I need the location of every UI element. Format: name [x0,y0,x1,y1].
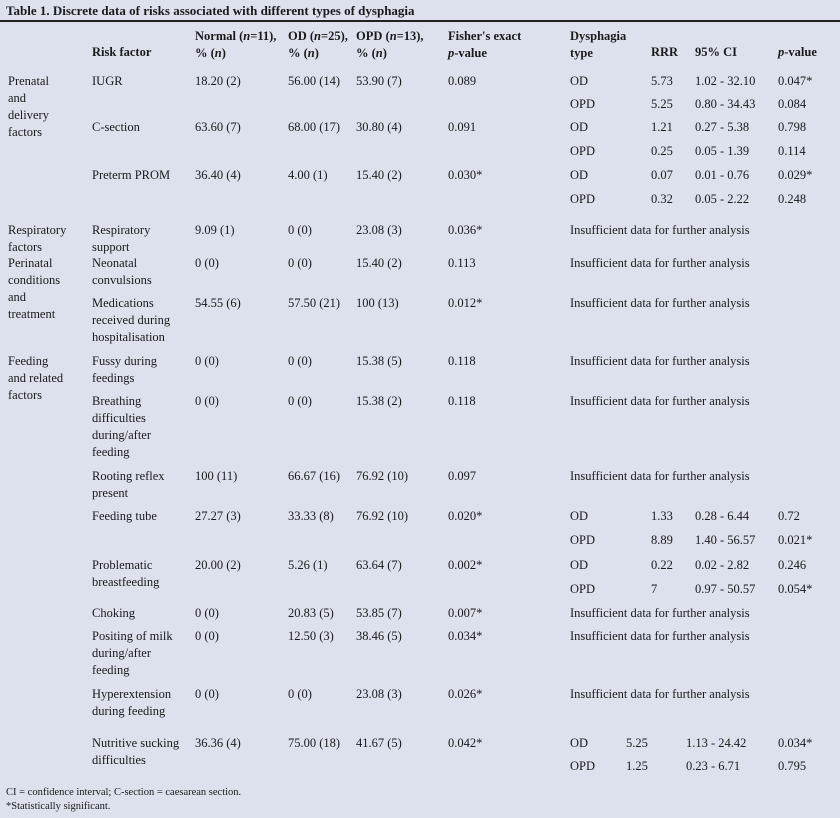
od-value: 12.50 (3) [288,629,334,643]
dysphagia-type: OD [570,558,589,572]
fisher-p-value: 0.036* [448,223,483,237]
od-value: 66.67 (16) [288,469,341,483]
insufficient-data-note: Insufficient data for further analysis [570,256,750,270]
normal-value: 100 (11) [195,469,238,483]
od-value: 68.00 (17) [288,120,341,134]
opd-value: 30.80 (4) [356,120,402,134]
p-value: 0.034* [778,736,813,750]
risk-factor-name: Rooting reflex present [92,469,165,500]
od-value: 0 (0) [288,223,312,237]
opd-value: 23.08 (3) [356,223,402,237]
dysphagia-type: OD [570,168,589,182]
p-value: 0.021* [778,533,813,547]
header-normal: Normal (n=11), % (n) [195,29,277,60]
normal-value: 63.60 (7) [195,120,241,134]
fisher-p-value: 0.089 [448,74,477,88]
fisher-p-value: 0.012* [448,296,483,310]
opd-value: 23.08 (3) [356,687,402,701]
ci-value: 1.13 - 24.42 [686,736,747,750]
group-label: Perinatal conditions and treatment [8,256,61,321]
opd-value: 76.92 (10) [356,469,409,483]
ci-value: 0.05 - 1.39 [695,144,750,158]
top-rule [0,20,840,22]
risk-factor-name: Preterm PROM [92,168,171,182]
dysphagia-type: OPD [570,533,596,547]
opd-value: 53.85 (7) [356,606,402,620]
p-value: 0.798 [778,120,807,134]
od-value: 57.50 (21) [288,296,341,310]
fisher-p-value: 0.097 [448,469,477,483]
rrr-value: 5.25 [651,97,673,111]
fisher-p-value: 0.042* [448,736,483,750]
fisher-p-value: 0.007* [448,606,483,620]
rrr-value: 1.33 [651,509,673,523]
normal-value: 0 (0) [195,687,219,701]
risk-factor-name: Choking [92,606,136,620]
p-value: 0.114 [778,144,806,158]
rrr-value: 0.32 [651,192,673,206]
od-value: 5.26 (1) [288,558,328,572]
ci-value: 0.02 - 2.82 [695,558,750,572]
opd-value: 15.38 (2) [356,394,402,408]
normal-value: 36.36 (4) [195,736,241,750]
normal-value: 0 (0) [195,629,219,643]
risk-factor-name: Neonatal convulsions [92,256,152,287]
p-value: 0.795 [778,759,807,773]
p-value: 0.047* [778,74,813,88]
opd-value: 15.40 (2) [356,168,402,182]
group-label: Feeding and related factors [8,354,64,402]
dysphagia-type: OD [570,736,589,750]
header-od: OD (n=25), % (n) [288,29,348,60]
risk-factor-name: Nutritive sucking difficulties [92,736,180,767]
ci-value: 0.97 - 50.57 [695,582,756,596]
p-value: 0.246 [778,558,807,572]
dysphagia-type: OPD [570,97,596,111]
fisher-p-value: 0.034* [448,629,483,643]
p-value: 0.029* [778,168,813,182]
ci-value: 0.23 - 6.71 [686,759,741,773]
risk-factor-name: Problematic breastfeeding [92,558,160,589]
rrr-value: 0.22 [651,558,673,572]
opd-value: 15.38 (5) [356,354,402,368]
opd-value: 38.46 (5) [356,629,402,643]
rrr-value: 0.25 [651,144,673,158]
header-risk-factor: Risk factor [92,45,152,59]
header-ci: 95% CI [695,45,738,59]
fisher-p-value: 0.118 [448,394,476,408]
insufficient-data-note: Insufficient data for further analysis [570,354,750,368]
dysphagia-type: OPD [570,582,596,596]
opd-value: 53.90 (7) [356,74,402,88]
opd-value: 15.40 (2) [356,256,402,270]
p-value: 0.084 [778,97,807,111]
normal-value: 0 (0) [195,256,219,270]
risk-factor-name: Medications received during hospitalisation [92,296,171,344]
od-value: 0 (0) [288,354,312,368]
fisher-p-value: 0.030* [448,168,483,182]
group-label: Respiratory factors [8,223,67,254]
od-value: 56.00 (14) [288,74,341,88]
normal-value: 9.09 (1) [195,223,235,237]
header-rrr: RRR [651,45,679,59]
footnote-significance: *Statistically significant. [6,801,111,812]
rrr-value: 0.07 [651,168,673,182]
od-value: 0 (0) [288,687,312,701]
od-value: 0 (0) [288,394,312,408]
normal-value: 0 (0) [195,394,219,408]
ci-value: 0.01 - 0.76 [695,168,750,182]
risk-factor-name: Breathing difficulties during/after feeding [92,394,152,459]
normal-value: 0 (0) [195,606,219,620]
rrr-value: 8.89 [651,533,673,547]
fisher-p-value: 0.091 [448,120,477,134]
ci-value: 0.05 - 2.22 [695,192,750,206]
fisher-p-value: 0.002* [448,558,483,572]
normal-value: 20.00 (2) [195,558,241,572]
dysphagia-type: OD [570,74,589,88]
normal-value: 18.20 (2) [195,74,241,88]
fisher-p-value: 0.113 [448,256,476,270]
insufficient-data-note: Insufficient data for further analysis [570,606,750,620]
footnote-abbreviations: CI = confidence interval; C-section = caesarean section. [6,787,242,798]
insufficient-data-note: Insufficient data for further analysis [570,394,750,408]
normal-value: 36.40 (4) [195,168,241,182]
risk-factor-name: Positing of milk during/after feeding [92,629,173,677]
ci-value: 0.27 - 5.38 [695,120,750,134]
opd-value: 63.64 (7) [356,558,402,572]
normal-value: 27.27 (3) [195,509,241,523]
header-dysphagia-type: Dysphagia type [570,29,627,60]
ci-value: 1.02 - 32.10 [695,74,756,88]
dysphagia-type: OD [570,509,589,523]
od-value: 4.00 (1) [288,168,328,182]
ci-value: 0.80 - 34.43 [695,97,756,111]
risk-factor-name: IUGR [92,74,123,88]
od-value: 20.83 (5) [288,606,334,620]
risk-factor-name: Fussy during feedings [92,354,157,385]
risk-factor-name: Hyperextension during feeding [92,687,172,718]
header-fisher: Fisher's exact p-value [448,29,522,60]
p-value: 0.72 [778,509,800,523]
risk-factor-name: C-section [92,120,140,134]
insufficient-data-note: Insufficient data for further analysis [570,687,750,701]
normal-value: 0 (0) [195,354,219,368]
fisher-p-value: 0.118 [448,354,476,368]
rrr-value: 5.25 [626,736,648,750]
od-value: 0 (0) [288,256,312,270]
dysphagia-type: OD [570,120,589,134]
rrr-value: 7 [651,582,658,596]
opd-value: 76.92 (10) [356,509,409,523]
insufficient-data-note: Insufficient data for further analysis [570,469,750,483]
rrr-value: 1.25 [626,759,648,773]
group-label: Prenatal and delivery factors [8,74,49,139]
dysphagia-type: OPD [570,144,596,158]
p-value: 0.248 [778,192,807,206]
header-opd: OPD (n=13), % (n) [356,29,424,60]
insufficient-data-note: Insufficient data for further analysis [570,629,750,643]
header-p-value: p-value [778,45,817,59]
risk-factor-name: Respiratory support [92,223,151,254]
od-value: 33.33 (8) [288,509,334,523]
p-value: 0.054* [778,582,813,596]
table-title: Table 1. Discrete data of risks associated with different types of dysphagia [6,3,415,18]
risk-factor-name: Feeding tube [92,509,157,523]
insufficient-data-note: Insufficient data for further analysis [570,296,750,310]
normal-value: 54.55 (6) [195,296,241,310]
dysphagia-type: OPD [570,192,596,206]
ci-value: 1.40 - 56.57 [695,533,756,547]
opd-value: 41.67 (5) [356,736,402,750]
opd-value: 100 (13) [356,296,399,310]
od-value: 75.00 (18) [288,736,341,750]
ci-value: 0.28 - 6.44 [695,509,750,523]
insufficient-data-note: Insufficient data for further analysis [570,223,750,237]
dysphagia-type: OPD [570,759,596,773]
rrr-value: 1.21 [651,120,673,134]
fisher-p-value: 0.020* [448,509,483,523]
rrr-value: 5.73 [651,74,673,88]
fisher-p-value: 0.026* [448,687,483,701]
